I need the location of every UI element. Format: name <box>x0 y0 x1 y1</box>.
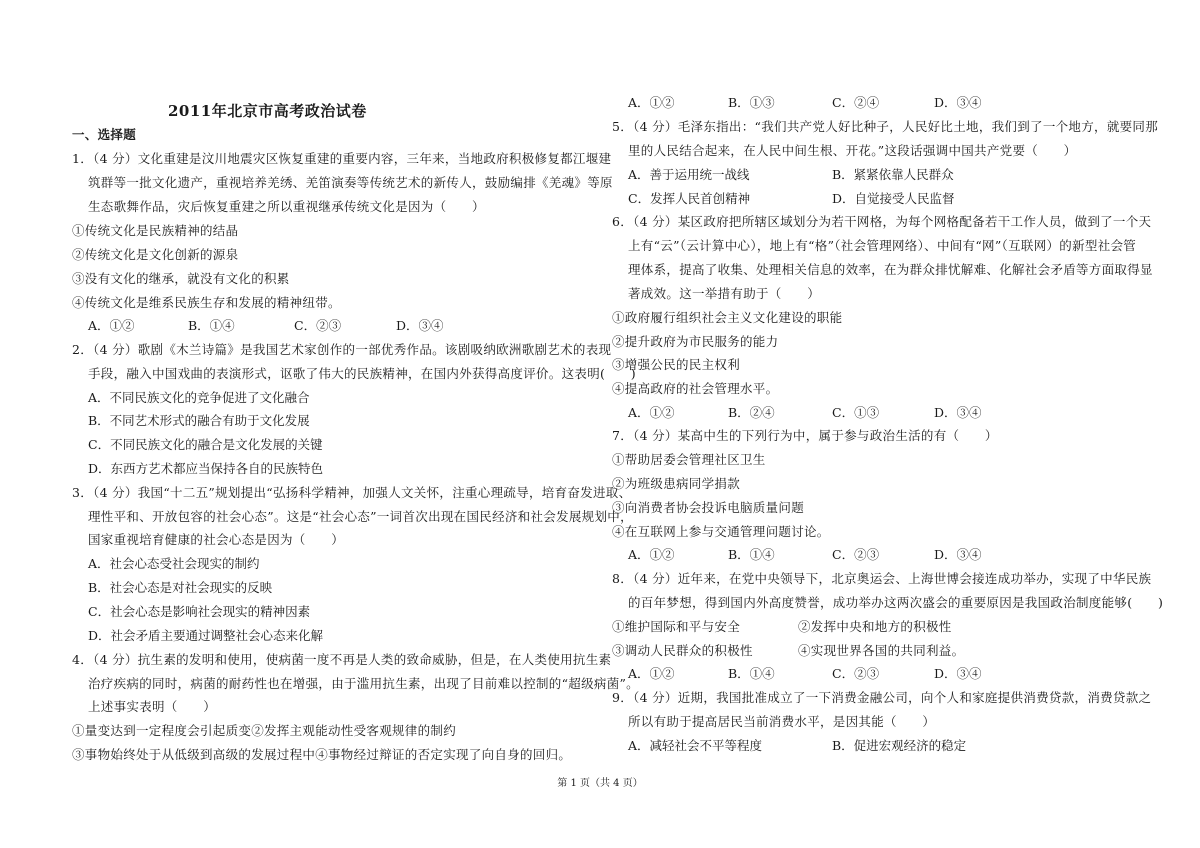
q2-option-c[interactable]: C．不同民族文化的融合是文化发展的关键 <box>88 437 323 452</box>
q5-stem-line: 里的人民结合起来，在人民中间生根、开花。”这段话强调中国共产党要（ ） <box>628 143 1077 158</box>
q1-stem-line: 生态歌舞作品，灾后恢复重建之所以重视继承传统文化是因为（ ） <box>88 199 485 214</box>
q4-item: ①量变达到一定程度会引起质变②发挥主观能动性受客观规律的制约 <box>72 723 457 738</box>
q6-stem-line: 上有“云”（云计算中心），地上有“格”（社会管理网络）、中间有“网”（互联网）的新型社会管 <box>628 238 1137 253</box>
q1-option-b[interactable]: B．①④ <box>188 318 235 333</box>
q1-item: ③没有文化的继承，就没有文化的积累 <box>72 271 290 286</box>
q3-option-c[interactable]: C．社会心态是影响社会现实的精神因素 <box>88 604 311 619</box>
q6-item: ③增强公民的民主权利 <box>612 357 741 372</box>
q1-item: ④传统文化是维系民族生存和发展的精神纽带。 <box>72 295 341 310</box>
q3-option-a[interactable]: A．社会心态受社会现实的制约 <box>88 556 260 571</box>
q4-stem-line: 上述事实表明（ ） <box>88 699 217 714</box>
q3-stem-line: 3．（4 分）我国“十二五”规划提出“弘扬科学精神，加强人文关怀，注重心理疏导，培育奋发进取、 <box>72 485 632 500</box>
q9-stem-line: 所以有助于提高居民当前消费水平，是因其能（ ） <box>628 714 936 729</box>
q3-stem-line: 国家重视培育健康的社会心态是因为（ ） <box>88 532 345 547</box>
q3-stem-line: 理性平和、开放包容的社会心态”。这是“社会心态”一词首次出现在国民经济和社会发展规划中， <box>88 509 633 524</box>
q8-option-d[interactable]: D．③④ <box>934 666 982 681</box>
q4-option-b[interactable]: B．①③ <box>728 95 775 110</box>
q7-item: ④在互联网上参与交通管理问题讨论。 <box>612 524 830 539</box>
q8-stem-line: 8．（4 分）近年来，在党中央领导下，北京奥运会、上海世博会接连成功举办，实现了中华民族 <box>612 571 1152 586</box>
q1-stem-line: 筑群等一批文化遗产，重视培养羌绣、羌笛演奏等传统艺术的新传人，鼓励编排《羌魂》等原 <box>88 175 613 190</box>
q6-item: ②提升政府为市民服务的能力 <box>612 334 779 349</box>
q7-item: ①帮助居委会管理社区卫生 <box>612 452 766 467</box>
q8-stem-line: 的百年梦想，得到国内外高度赞誉，成功举办这两次盛会的重要原因是我国政治制度能够( ) <box>628 595 1164 610</box>
q5-option-b[interactable]: B．紧紧依靠人民群众 <box>832 167 954 182</box>
q7-stem-line: 7．（4 分）某高中生的下列行为中，属于参与政治生活的有（ ） <box>612 428 998 443</box>
q9-option-b[interactable]: B．促进宏观经济的稳定 <box>832 738 967 753</box>
q7-item: ③向消费者协会投诉电脑质量问题 <box>612 500 805 515</box>
q8-item: ④实现世界各国的共同利益。 <box>798 643 965 658</box>
q9-option-a[interactable]: A．减轻社会不平等程度 <box>628 738 763 753</box>
q6-option-c[interactable]: C．①③ <box>832 405 880 420</box>
q6-stem-line: 6．（4 分）某区政府把所辖区域划分为若干网格，为每个网格配备若干工作人员，做到了一个天 <box>612 214 1152 229</box>
q7-option-b[interactable]: B．①④ <box>728 547 775 562</box>
q5-option-c[interactable]: C．发挥人民首创精神 <box>628 191 751 206</box>
q3-option-b[interactable]: B．社会心态是对社会现实的反映 <box>88 580 273 595</box>
q7-option-d[interactable]: D．③④ <box>934 547 982 562</box>
q1-option-d[interactable]: D．③④ <box>396 318 444 333</box>
q8-option-c[interactable]: C．②③ <box>832 666 880 681</box>
q6-option-b[interactable]: B．②④ <box>728 405 775 420</box>
page-footer: 第 1 页（共 4 页） <box>557 778 643 789</box>
q7-option-c[interactable]: C．②③ <box>832 547 880 562</box>
page-title: 2011年北京市高考政治试卷 <box>168 102 367 120</box>
q2-option-a[interactable]: A．不同民族文化的竞争促进了文化融合 <box>88 390 310 405</box>
q9-stem-line: 9．（4 分）近期，我国批准成立了一下消费金融公司，向个人和家庭提供消费贷款，消费贷款之 <box>612 690 1152 705</box>
q7-option-a[interactable]: A．①② <box>628 547 675 562</box>
q1-item: ②传统文化是文化创新的源泉 <box>72 247 239 262</box>
q8-option-b[interactable]: B．①④ <box>728 666 775 681</box>
q1-option-c[interactable]: C．②③ <box>294 318 342 333</box>
q2-option-b[interactable]: B．不同艺术形式的融合有助于文化发展 <box>88 413 310 428</box>
section-heading: 一、选择题 <box>72 127 137 142</box>
q5-stem-line: 5．（4 分）毛泽东指出：“我们共产党人好比种子，人民好比土地，我们到了一个地方，就要同那 <box>612 119 1159 134</box>
q1-stem-line: 1．（4 分）文化重建是汶川地震灾区恢复重建的重要内容，三年来，当地政府积极修复都江堰建 <box>72 151 612 166</box>
q2-stem-line: 手段，融入中国戏曲的表演形式，讴歌了伟大的民族精神，在国内外获得高度评价。这表明( ) <box>88 366 636 381</box>
q6-option-a[interactable]: A．①② <box>628 405 675 420</box>
q8-item: ①维护国际和平与安全 <box>612 619 741 634</box>
q6-stem-line: 著成效。这一举措有助于（ ） <box>628 286 821 301</box>
q7-item: ②为班级患病同学捐款 <box>612 476 741 491</box>
q6-stem-line: 理体系，提高了收集、处理相关信息的效率，在为群众排忧解难、化解社会矛盾等方面取得显 <box>628 262 1153 277</box>
q8-item: ③调动人民群众的积极性 <box>612 643 753 658</box>
q4-item: ③事物始终处于从低级到高级的发展过程中④事物经过辩证的否定实现了向自身的回归。 <box>72 747 572 762</box>
q4-stem-line: 治疗疾病的同时，病菌的耐药性也在增强，由于滥用抗生素，出现了目前难以控制的“超级病菌”。 <box>88 676 639 691</box>
q3-option-d[interactable]: D．社会矛盾主要通过调整社会心态来化解 <box>88 628 324 643</box>
q4-option-c[interactable]: C．②④ <box>832 95 880 110</box>
q5-option-d[interactable]: D．自觉接受人民监督 <box>832 191 955 206</box>
q4-stem-line: 4．（4 分）抗生素的发明和使用，使病菌一度不再是人类的致命威胁，但是，在人类使用抗生素 <box>72 652 612 667</box>
q1-item: ①传统文化是民族精神的结晶 <box>72 223 239 238</box>
q4-option-d[interactable]: D．③④ <box>934 95 982 110</box>
q8-item: ②发挥中央和地方的积极性 <box>798 619 952 634</box>
q8-option-a[interactable]: A．①② <box>628 666 675 681</box>
q5-option-a[interactable]: A．善于运用统一战线 <box>628 167 750 182</box>
q1-option-a[interactable]: A．①② <box>88 318 135 333</box>
q6-option-d[interactable]: D．③④ <box>934 405 982 420</box>
q2-option-d[interactable]: D．东西方艺术都应当保持各自的民族特色 <box>88 461 324 476</box>
q6-item: ④提高政府的社会管理水平。 <box>612 381 779 396</box>
q2-stem-line: 2．（4 分）歌剧《木兰诗篇》是我国艺术家创作的一部优秀作品。该剧吸纳欧洲歌剧艺术的表现 <box>72 342 612 357</box>
q6-item: ①政府履行组织社会主义文化建设的职能 <box>612 310 843 325</box>
q4-option-a[interactable]: A．①② <box>628 95 675 110</box>
